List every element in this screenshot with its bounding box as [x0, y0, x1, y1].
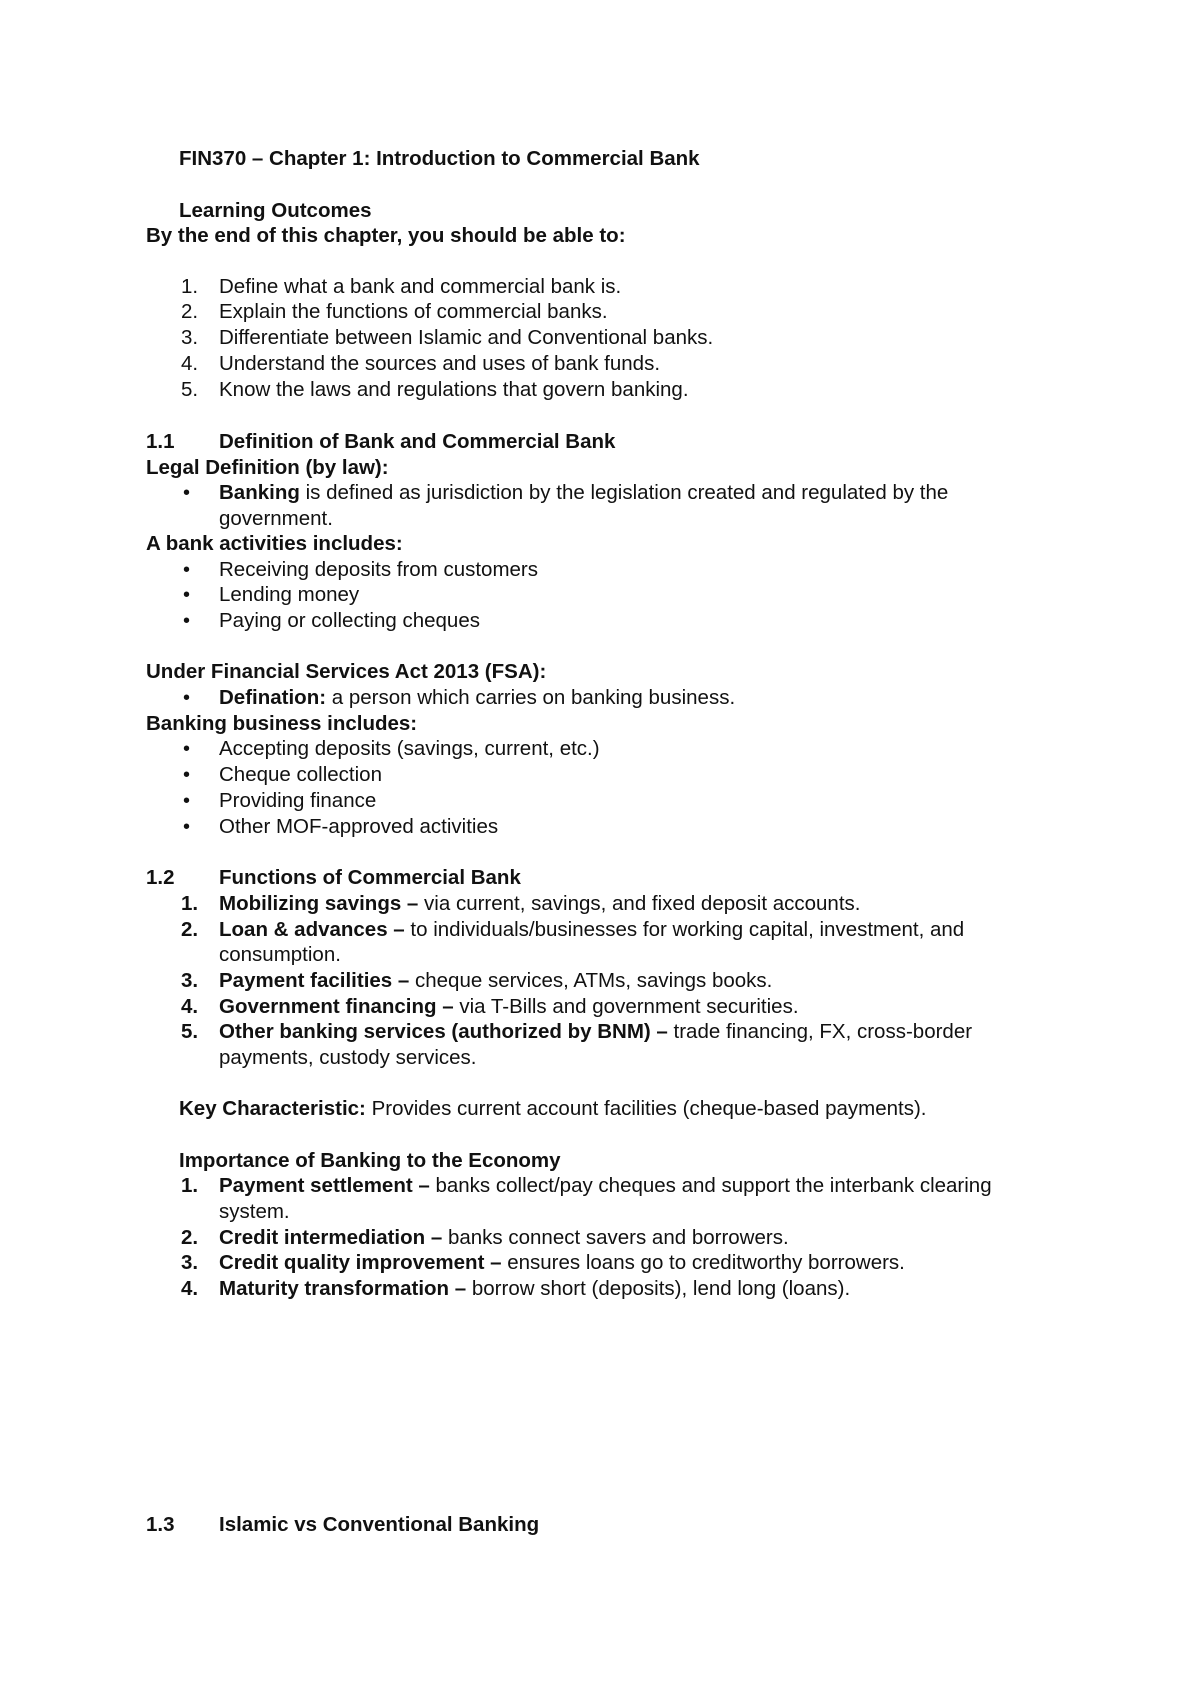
list-item-text: Know the laws and regulations that govern banking.	[219, 378, 689, 401]
list-item-text: Receiving deposits from customers	[219, 558, 539, 581]
list-marker: 3.	[181, 326, 199, 349]
list-item-text: Differentiate between Islamic and Conventional banks.	[219, 326, 714, 349]
subheading-importance: Importance of Banking to the Economy	[179, 1149, 561, 1172]
list-item-text: Understand the sources and uses of bank funds.	[219, 352, 661, 375]
list-item-text: Providing finance	[219, 789, 377, 812]
item-term: Payment settlement –	[219, 1174, 430, 1197]
list-item	[181, 351, 198, 377]
list-item-text: Explain the functions of commercial banks.	[219, 300, 608, 323]
list-item-text: Cheque collection	[219, 763, 382, 786]
bullet-icon: •	[183, 790, 191, 812]
list-item-text	[219, 480, 948, 506]
list-item-text	[219, 968, 772, 994]
list-marker: 2.	[181, 918, 199, 941]
list-marker: 4.	[181, 352, 199, 375]
term-defination: Defination:	[219, 686, 327, 709]
item-description: trade financing, FX, cross-border	[667, 1020, 973, 1043]
bullet-icon: •	[183, 764, 191, 786]
list-marker: 2.	[181, 300, 199, 323]
list-marker: 4.	[181, 995, 199, 1018]
subheading-fsa: Under Financial Services Act 2013 (FSA):	[146, 660, 547, 683]
subheading-legal-definition: Legal Definition (by law):	[146, 456, 389, 479]
list-item-text: Lending money	[219, 583, 360, 606]
key-characteristic-label: Key Characteristic:	[179, 1097, 366, 1120]
list-item-text	[219, 1173, 992, 1199]
section-number: 1.3	[146, 1513, 175, 1536]
list-item	[181, 274, 198, 300]
item-term: Payment facilities –	[219, 969, 410, 992]
bullet-icon: •	[183, 816, 191, 838]
bullet-icon: •	[183, 584, 191, 606]
item-term: Credit intermediation –	[219, 1226, 443, 1249]
list-item-text	[219, 1250, 905, 1276]
list-item-text: Accepting deposits (savings, current, etc.)	[219, 737, 600, 760]
item-description: ensures loans go to creditworthy borrowers.	[501, 1251, 905, 1274]
list-item-text	[219, 891, 860, 917]
list-item	[181, 299, 198, 325]
list-item-continuation: system.	[219, 1200, 290, 1223]
list-item-text: Paying or collecting cheques	[219, 609, 480, 632]
section-number: 1.2	[146, 866, 175, 889]
bullet-icon: •	[183, 610, 191, 632]
section-number: 1.1	[146, 430, 175, 453]
list-item-text: Other MOF-approved activities	[219, 815, 499, 838]
item-description: banks connect savers and borrowers.	[442, 1226, 789, 1249]
list-item-text	[219, 1276, 850, 1302]
list-marker: 3.	[181, 1251, 199, 1274]
page-title: FIN370 – Chapter 1: Introduction to Commercial Bank	[179, 147, 700, 170]
section-title: Functions of Commercial Bank	[219, 866, 521, 889]
item-description: via current, savings, and fixed deposit accounts.	[418, 892, 861, 915]
list-item-text	[219, 994, 799, 1020]
subheading-banking-business: Banking business includes:	[146, 712, 418, 735]
list-marker: 1.	[181, 892, 199, 915]
item-description: banks collect/pay cheques and support the interbank clearing	[429, 1174, 992, 1197]
list-item-text	[219, 1019, 972, 1045]
list-item-text: Define what a bank and commercial bank is.	[219, 275, 622, 298]
list-marker: 2.	[181, 1226, 199, 1249]
list-item-text	[219, 917, 964, 943]
term-banking: Banking	[219, 481, 300, 504]
item-term: Maturity transformation –	[219, 1277, 467, 1300]
list-item-text	[219, 1225, 789, 1251]
bullet-icon: •	[183, 559, 191, 581]
key-characteristic	[179, 1096, 926, 1122]
item-description: borrow short (deposits), lend long (loans).	[466, 1277, 851, 1300]
item-term: Mobilizing savings –	[219, 892, 419, 915]
bullet-icon: •	[183, 687, 191, 709]
learning-outcomes-intro: By the end of this chapter, you should be able to:	[146, 224, 626, 247]
item-term: Other banking services (authorized by BNM) –	[219, 1020, 668, 1043]
section-title: Definition of Bank and Commercial Bank	[219, 430, 616, 453]
item-term: Loan & advances –	[219, 918, 405, 941]
bullet-icon: •	[183, 482, 191, 504]
section-title: Islamic vs Conventional Banking	[219, 1513, 540, 1536]
item-description: to individuals/businesses for working capital, investment, and	[404, 918, 965, 941]
learning-outcomes-heading: Learning Outcomes	[179, 199, 372, 222]
item-term: Government financing –	[219, 995, 454, 1018]
list-marker: 4.	[181, 1277, 199, 1300]
list-marker: 5.	[181, 378, 199, 401]
banking-definition: is defined as jurisdiction by the legislation created and regulated by the	[299, 481, 949, 504]
defination-text: a person which carries on banking business.	[326, 686, 736, 709]
list-marker: 1.	[181, 275, 199, 298]
list-marker: 3.	[181, 969, 199, 992]
item-term: Credit quality improvement –	[219, 1251, 502, 1274]
list-item-text	[219, 685, 735, 711]
bullet-icon: •	[183, 738, 191, 760]
list-item-continuation: government.	[219, 507, 333, 530]
item-description: via T-Bills and government securities.	[453, 995, 799, 1018]
list-item-continuation: payments, custody services.	[219, 1046, 477, 1069]
list-item-continuation: consumption.	[219, 943, 341, 966]
subheading-activities: A bank activities includes:	[146, 532, 403, 555]
key-characteristic-text: Provides current account facilities (cheque-based payments).	[365, 1097, 927, 1120]
list-item	[181, 377, 198, 403]
list-marker: 1.	[181, 1174, 199, 1197]
item-description: cheque services, ATMs, savings books.	[409, 969, 773, 992]
list-item	[181, 325, 198, 351]
list-marker: 5.	[181, 1020, 199, 1043]
